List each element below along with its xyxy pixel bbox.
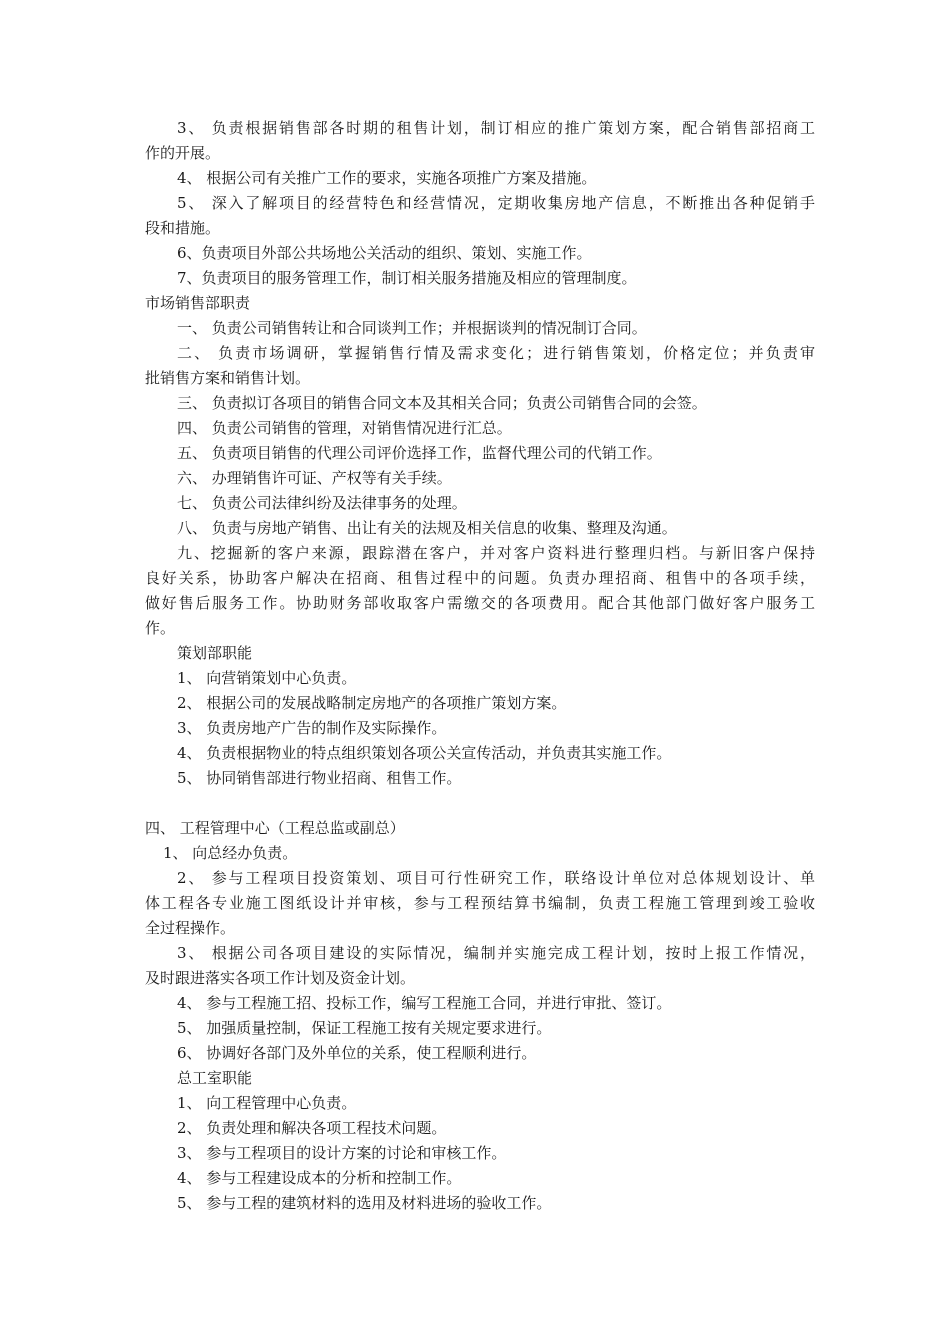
- text-line: 二、 负责市场调研，掌握销售行情及需求变化；进行销售策划，价格定位；并负责审: [177, 344, 815, 362]
- text-line: 1、 向工程管理中心负责。: [177, 1094, 357, 1112]
- text-line: 段和措施。: [145, 219, 221, 237]
- text-line: 做好售后服务工作。协助财务部收取客户需缴交的各项费用。配合其他部门做好客户服务工: [145, 594, 815, 612]
- text-line: 3、 负责房地产广告的制作及实际操作。: [177, 719, 447, 737]
- text-line: 六、 办理销售许可证、产权等有关手续。: [177, 469, 452, 487]
- text-line: 3、 参与工程项目的设计方案的讨论和审核工作。: [177, 1144, 507, 1162]
- text-line: 6、负责项目外部公共场地公关活动的组织、策划、实施工作。: [177, 244, 592, 262]
- text-line: 5、 协同销售部进行物业招商、租售工作。: [177, 769, 462, 787]
- section-heading: 四、 工程管理中心（工程总监或副总）: [145, 819, 405, 837]
- text-line: 2、 参与工程项目投资策划、项目可行性研究工作，联络设计单位对总体规划设计、单: [177, 869, 815, 887]
- section-heading: 总工室职能: [177, 1069, 253, 1087]
- text-line: 2、 负责处理和解决各项工程技术问题。: [177, 1119, 447, 1137]
- text-line: 3、 根据公司各项目建设的实际情况，编制并实施完成工程计划，按时上报工作情况，: [177, 944, 815, 962]
- text-line: 5、 深入了解项目的经营特色和经营情况，定期收集房地产信息，不断推出各种促销手: [177, 194, 815, 212]
- text-line: 体工程各专业施工图纸设计并审核，参与工程预结算书编制，负责工程施工管理到竣工验收: [145, 894, 815, 912]
- text-line: 作。: [145, 619, 176, 637]
- text-line: 1、 向营销策划中心负责。: [177, 669, 357, 687]
- text-line: 良好关系，协助客户解决在招商、租售过程中的问题。负责办理招商、租售中的各项手续，: [145, 569, 815, 587]
- text-line: 作的开展。: [145, 144, 221, 162]
- text-line: 四、 负责公司销售的管理，对销售情况进行汇总。: [177, 419, 512, 437]
- text-line: 七、 负责公司法律纠纷及法律事务的处理。: [177, 494, 467, 512]
- text-line: 八、 负责与房地产销售、出让有关的法规及相关信息的收集、整理及沟通。: [177, 519, 677, 537]
- text-line: 4、 负责根据物业的特点组织策划各项公关宣传活动，并负责其实施工作。: [177, 744, 672, 762]
- text-line: 7、负责项目的服务管理工作，制订相关服务措施及相应的管理制度。: [177, 269, 637, 287]
- text-line: 九、挖掘新的客户来源，跟踪潜在客户，并对客户资料进行整理归档。与新旧客户保持: [177, 544, 815, 562]
- text-line: 全过程操作。: [145, 919, 236, 937]
- text-line: 4、 根据公司有关推广工作的要求，实施各项推广方案及措施。: [177, 169, 597, 187]
- text-line: 5、 加强质量控制，保证工程施工按有关规定要求进行。: [177, 1019, 552, 1037]
- text-line: 及时跟进落实各项工作计划及资金计划。: [145, 969, 416, 987]
- section-heading: 策划部职能: [177, 644, 253, 662]
- text-line: 五、 负责项目销售的代理公司评价选择工作，监督代理公司的代销工作。: [177, 444, 662, 462]
- text-line: 4、 参与工程建设成本的分析和控制工作。: [177, 1169, 462, 1187]
- section-heading: 市场销售部职责: [145, 294, 251, 312]
- text-line: 一、 负责公司销售转让和合同谈判工作；并根据谈判的情况制订合同。: [177, 319, 647, 337]
- text-line: 三、 负责拟订各项目的销售合同文本及其相关合同；负责公司销售合同的会签。: [177, 394, 707, 412]
- text-line: 4、 参与工程施工招、投标工作，编写工程施工合同，并进行审批、签订。: [177, 994, 672, 1012]
- text-line: 6、 协调好各部门及外单位的关系，使工程顺利进行。: [177, 1044, 537, 1062]
- text-line: 批销售方案和销售计划。: [145, 369, 311, 387]
- text-line: 1、 向总经办负责。: [163, 844, 298, 862]
- text-line: 2、 根据公司的发展战略制定房地产的各项推广策划方案。: [177, 694, 567, 712]
- text-line: 5、 参与工程的建筑材料的选用及材料进场的验收工作。: [177, 1194, 552, 1212]
- text-line: 3、 负责根据销售部各时期的租售计划，制订相应的推广策划方案，配合销售部招商工: [177, 119, 815, 137]
